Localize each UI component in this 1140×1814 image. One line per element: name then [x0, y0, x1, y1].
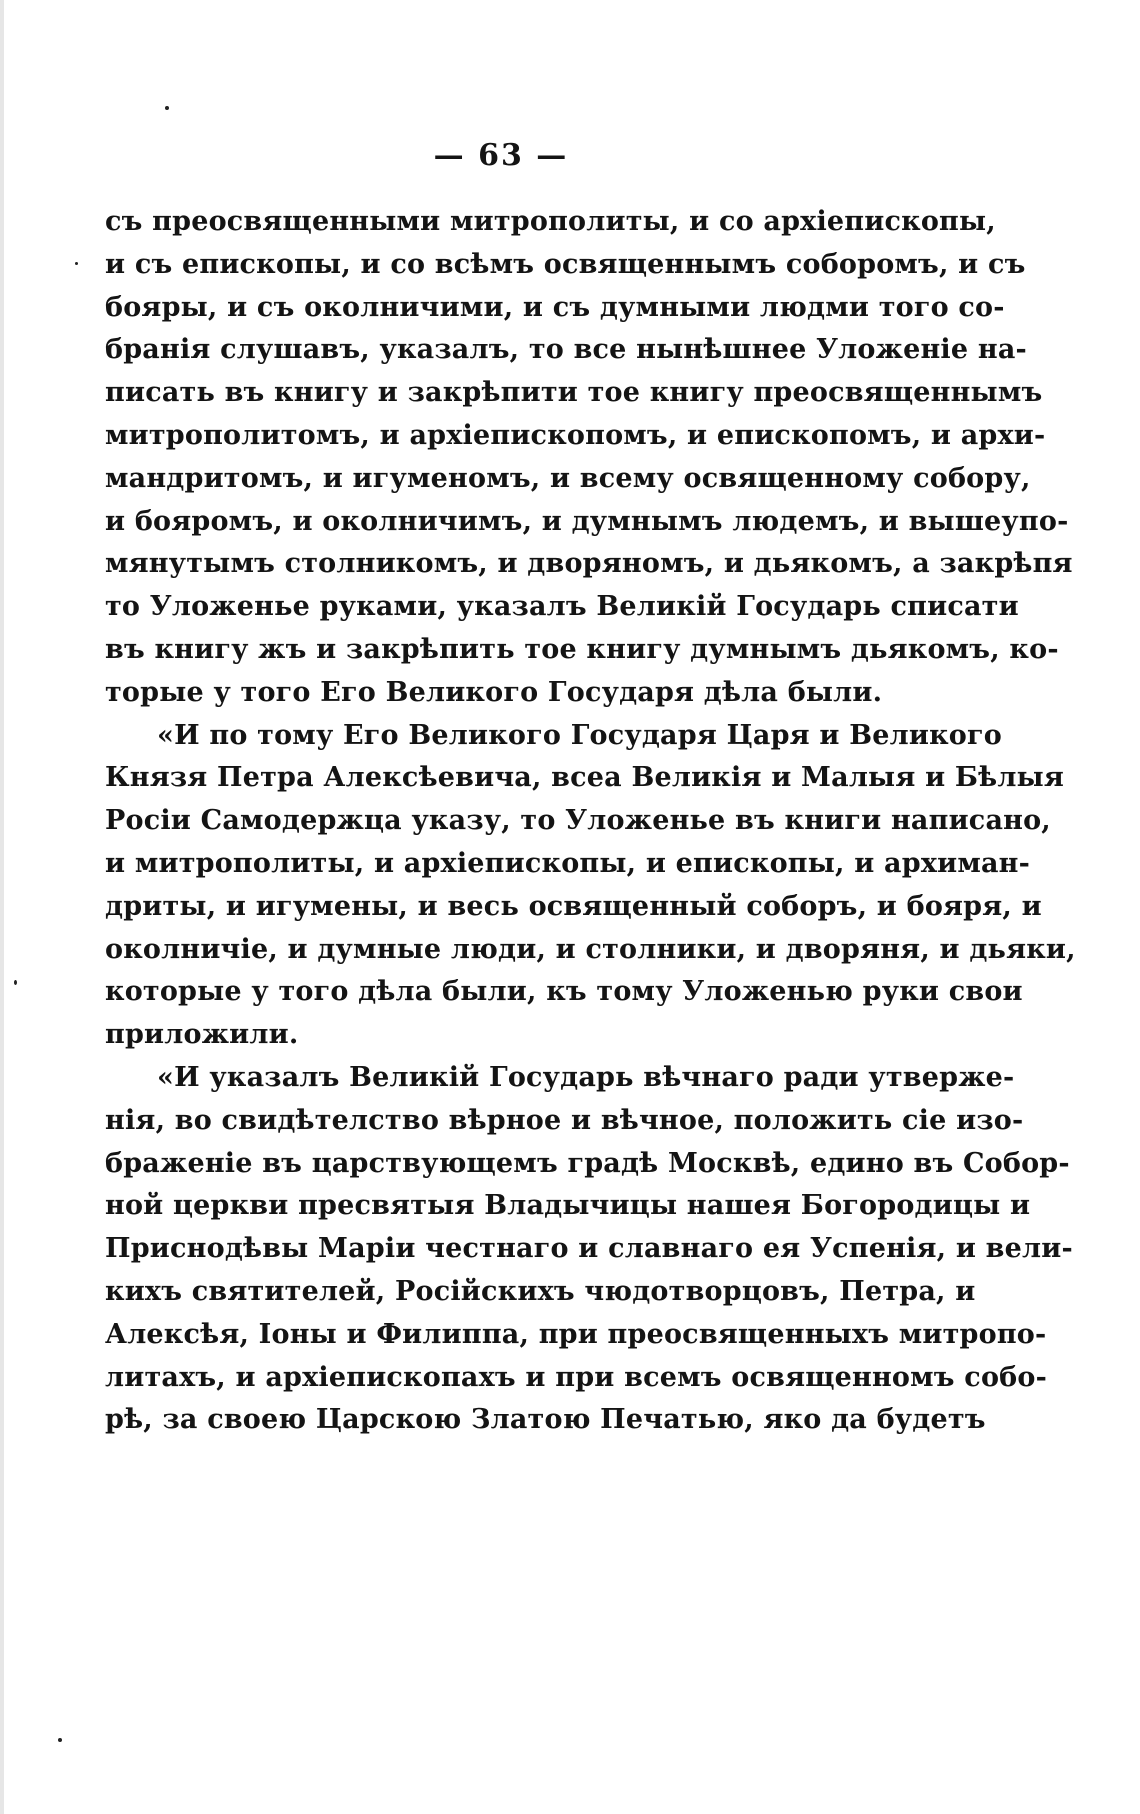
text-line: которые у того дѣла были, къ тому Уложенью руки свои	[105, 976, 1023, 1008]
text-line: и бояромъ, и околничимъ, и думнымъ людемъ, и вышеупо-	[105, 505, 1069, 537]
text-line: браженіе въ царствующемъ градѣ Москвѣ, едино въ Собор-	[105, 1147, 1070, 1179]
page-number: — 63 —	[433, 138, 569, 173]
text-line: бояры, и съ околничими, и съ думными людми того со-	[105, 291, 1005, 323]
print-speck	[14, 980, 17, 985]
text-line: писать въ книгу и закрѣпити тое книгу преосвященнымъ	[105, 377, 1043, 409]
body-text	[105, 201, 1076, 1442]
text-line: литахъ, и архіепископахъ и при всемъ освященномъ собо-	[105, 1361, 1047, 1393]
print-speck	[165, 106, 169, 110]
text-line: Алексѣя, Іоны и Филиппа, при преосвященныхъ митропо-	[105, 1318, 1047, 1350]
text-line: торые у того Его Великого Государя дѣла были.	[105, 676, 883, 708]
text-line: Князя Петра Алексѣевича, всеа Великія и Малыя и Бѣлыя	[105, 762, 1065, 794]
text-line: дриты, и игумены, и весь освященный соборъ, и бояря, и	[105, 890, 1042, 922]
text-line: околничіе, и думные люди, и столники, и дворяня, и дьяки,	[105, 933, 1076, 965]
paragraph-start-line: «И по тому Его Великого Государя Царя и Великого	[157, 719, 1002, 751]
paragraph-start-line: «И указалъ Великій Государь вѣчнаго ради утверже-	[157, 1061, 1015, 1093]
text-line: бранія слушавъ, указалъ, то все нынѣшнее Уложеніе на-	[105, 334, 1027, 366]
text-line: мянутымъ столникомъ, и дворяномъ, и дьякомъ, а закрѣпя	[105, 548, 1073, 580]
text-line: митрополитомъ, и архіепископомъ, и епископомъ, и архи-	[105, 419, 1046, 451]
page-edge	[0, 0, 4, 1814]
text-line: мандритомъ, и игуменомъ, и всему освященному собору,	[105, 462, 1031, 494]
text-line: кихъ святителей, Російскихъ чюдотворцовъ, Петра, и	[105, 1275, 976, 1307]
text-line: то Уложенье руками, указалъ Великій Государь списати	[105, 591, 1019, 623]
text-line: съ преосвященными митрополиты, и со архіепископы,	[105, 206, 996, 237]
text-line: и митрополиты, и архіепископы, и епископы, и архиман-	[105, 847, 1031, 879]
text-line: рѣ, за своею Царскою Златою Печатью, яко да будетъ	[105, 1404, 986, 1436]
text-line: нія, во свидѣтелство вѣрное и вѣчное, положить сіе изо-	[105, 1104, 1024, 1136]
text-line: и съ епископы, и со всѣмъ освященнымъ соборомъ, и съ	[105, 248, 1026, 280]
text-line: приложили.	[105, 1019, 299, 1051]
text-line: Приснодѣвы Маріи честнаго и славнаго ея Успенія, и вели-	[105, 1233, 1073, 1265]
print-speck	[75, 262, 78, 265]
text-line: ной церкви пресвятыя Владычицы нашея Богородицы и	[105, 1190, 1031, 1222]
text-line: Росіи Самодержца указу, то Уложенье въ книги написано,	[105, 805, 1051, 837]
text-line: въ книгу жъ и закрѣпить тое книгу думнымъ дьякомъ, ко-	[105, 633, 1059, 665]
print-speck	[58, 1738, 62, 1742]
